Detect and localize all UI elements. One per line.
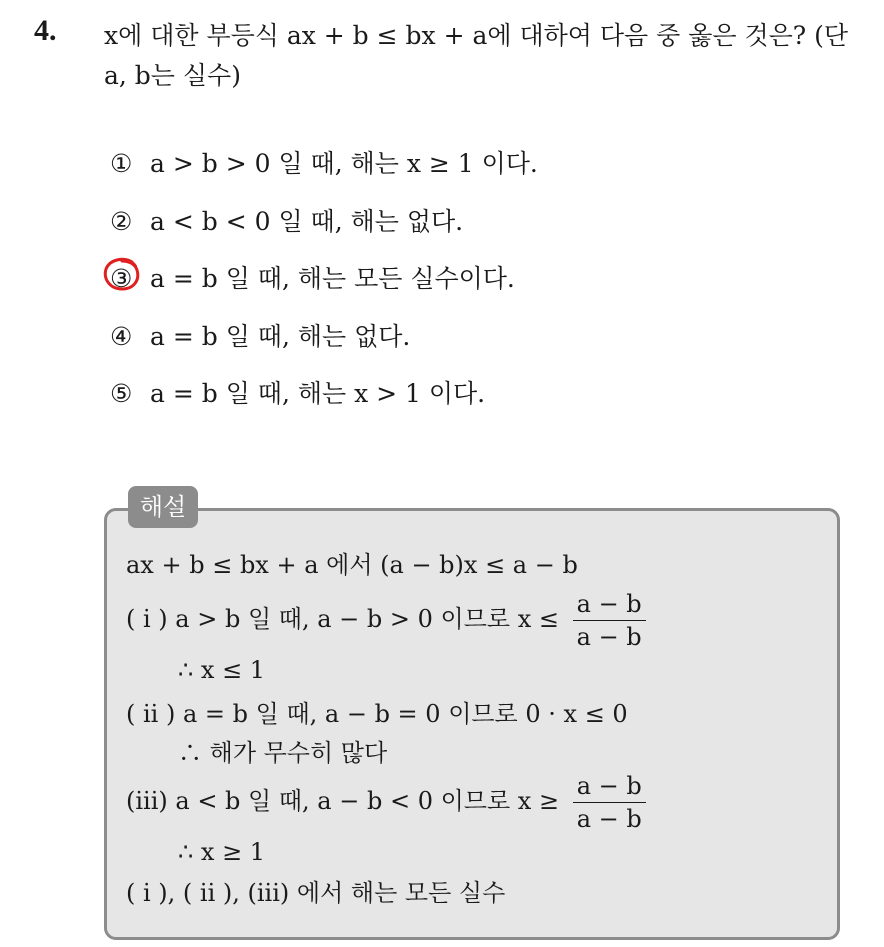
option-2[interactable] bbox=[110, 202, 463, 238]
option-1[interactable] bbox=[110, 144, 538, 180]
option-5-mark: ⑤ bbox=[110, 379, 133, 408]
option-4-text: a = b 일 때, 해는 없다. bbox=[150, 322, 411, 351]
option-2-text: a < b < 0 일 때, 해는 없다. bbox=[150, 207, 464, 236]
option-5[interactable] bbox=[110, 374, 485, 410]
option-3-text: a = b 일 때, 해는 모든 실수이다. bbox=[150, 264, 515, 293]
case3-text: (iii) a < b 일 때, a − b < 0 이므로 x ≥ bbox=[126, 787, 560, 815]
solution-case3-result: ∴ x ≥ 1 bbox=[178, 838, 266, 866]
option-4-mark: ④ bbox=[110, 322, 133, 351]
question-text-line2: a, b는 실수) bbox=[104, 61, 241, 90]
case1-numerator: a − b bbox=[573, 590, 646, 621]
case1-fraction bbox=[573, 590, 646, 651]
case3-denominator: a − b bbox=[576, 805, 642, 833]
solution-label: 해설 bbox=[128, 486, 198, 528]
solution-case2-result: ∴ 해가 무수히 많다 bbox=[178, 739, 388, 767]
solution-case2: ( ii ) a = b 일 때, a − b = 0 이므로 0 · x ≤ 0 bbox=[126, 700, 628, 728]
solution-case1 bbox=[126, 590, 646, 651]
question-text-line1: x에 대한 부등식 ax + b ≤ bx + a에 대하여 다음 중 옳은 것은? (단 bbox=[104, 21, 849, 50]
case1-text: ( i ) a > b 일 때, a − b > 0 이므로 x ≤ bbox=[126, 605, 559, 633]
option-3-mark: ③ bbox=[110, 264, 133, 293]
case3-fraction bbox=[573, 772, 646, 833]
case1-denominator: a − b bbox=[576, 623, 642, 651]
option-1-mark: ① bbox=[110, 149, 133, 178]
option-1-text: a > b > 0 일 때, 해는 x ≥ 1 이다. bbox=[150, 149, 538, 178]
option-2-mark: ② bbox=[110, 207, 133, 236]
option-5-text: a = b 일 때, 해는 x > 1 이다. bbox=[150, 379, 486, 408]
option-3[interactable] bbox=[110, 259, 515, 295]
solution-line1: ax + b ≤ bx + a 에서 (a − b)x ≤ a − b bbox=[126, 551, 578, 579]
option-4[interactable] bbox=[110, 317, 410, 353]
problem-number: 4. bbox=[34, 14, 57, 47]
solution-case3 bbox=[126, 772, 646, 833]
solution-conclusion: ( i ), ( ii ), (iii) 에서 해는 모든 실수 bbox=[126, 879, 506, 907]
solution-case1-result: ∴ x ≤ 1 bbox=[178, 656, 266, 684]
case3-numerator: a − b bbox=[573, 772, 646, 803]
